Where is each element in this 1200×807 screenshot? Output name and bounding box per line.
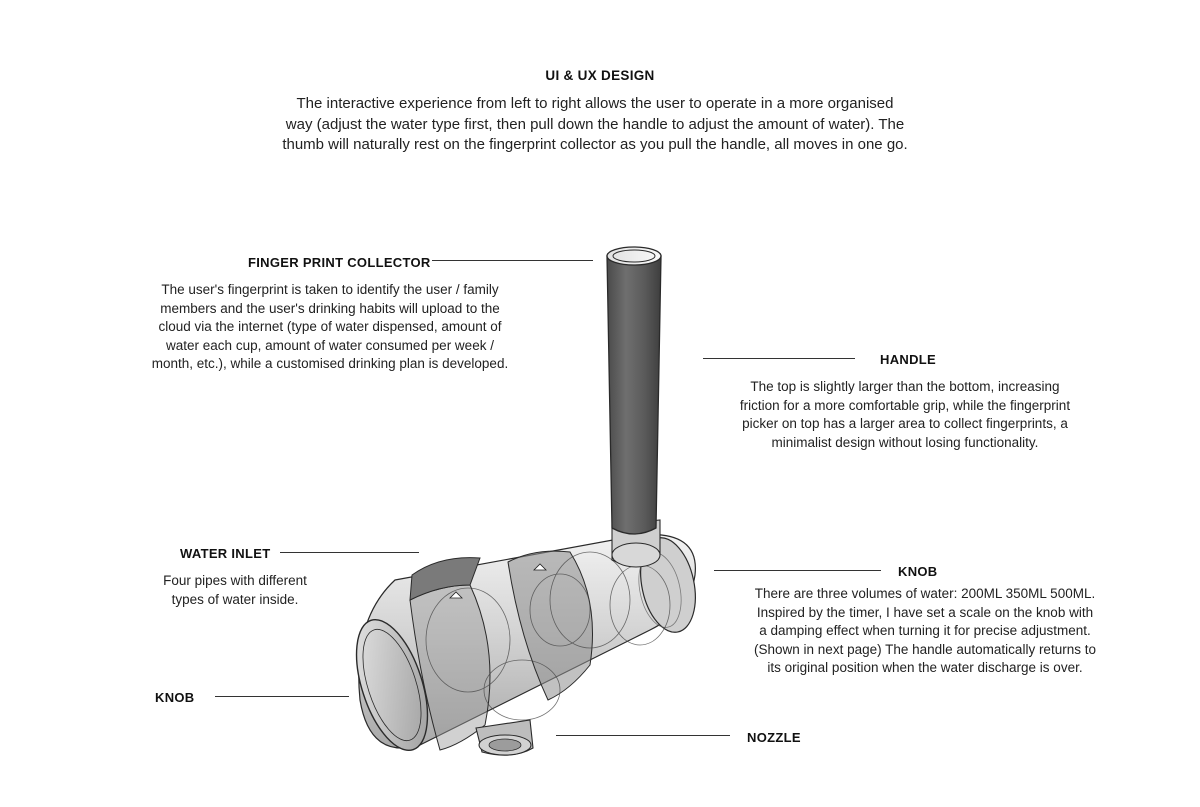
knob-left-leader-line [215, 696, 349, 697]
description-line: The user's fingerprint is taken to identify the user / family [161, 282, 499, 297]
description-line: a damping effect when turning it for precise adjustment. [759, 623, 1091, 638]
water-inlet-description [120, 572, 350, 609]
knob-right-description [730, 585, 1120, 678]
description-line: minimalist design without losing functionality. [771, 434, 1039, 450]
water-inlet-leader-line [280, 552, 419, 553]
knob-left-title: KNOB [155, 690, 195, 705]
description-line: friction for a more comfortable grip, while the fingerprint [739, 397, 1071, 413]
description-line: picker on top has a larger area to collect fingerprints, a [742, 416, 1068, 431]
knob-right-leader-line [714, 570, 881, 571]
handle-description [720, 378, 1090, 452]
handle-shape [607, 256, 661, 534]
page-title: UI & UX DESIGN [545, 68, 655, 83]
handle-leader-line [703, 358, 855, 359]
description-line: (Shown in next page) The handle automatically returns to [754, 641, 1096, 657]
description-line: Inspired by the timer, I have set a scale on the knob with [756, 604, 1094, 620]
description-line: its original position when the water discharge is over. [767, 660, 1083, 675]
description-line: cloud via the internet (type of water dispensed, amount of [158, 319, 502, 334]
fingerprint-leader-line [432, 260, 593, 261]
description-line: There are three volumes of water: 200ML 350ML 500ML. [754, 586, 1096, 601]
description-line: members and the user's drinking habits will upload to the [160, 300, 500, 316]
water-inlet-title: WATER INLET [180, 546, 271, 561]
description-line: types of water inside. [171, 591, 299, 607]
fingerprint-collector-title: FINGER PRINT COLLECTOR [248, 255, 431, 270]
description-line: Four pipes with different [163, 573, 307, 588]
nozzle-title: NOZZLE [747, 730, 801, 745]
nozzle-leader-line [556, 735, 730, 736]
knob-right-title: KNOB [898, 564, 938, 579]
description-line: The top is slightly larger than the bottom, increasing [750, 379, 1060, 394]
intro-line: The interactive experience from left to right allows the user to operate in a more organised [296, 95, 894, 112]
fingerprint-collector-description [140, 281, 520, 374]
intro-line: way (adjust the water type first, then pull down the handle to adjust the amount of water). The [285, 115, 905, 133]
description-line: water each cup, amount of water consumed per week / [166, 337, 494, 353]
handle-title: HANDLE [880, 352, 936, 367]
description-line: month, etc.), while a customised drinking plan is developed. [151, 356, 509, 371]
intro-line: thumb will naturally rest on the fingerprint collector as you pull the handle, all moves in one go. [282, 136, 908, 153]
